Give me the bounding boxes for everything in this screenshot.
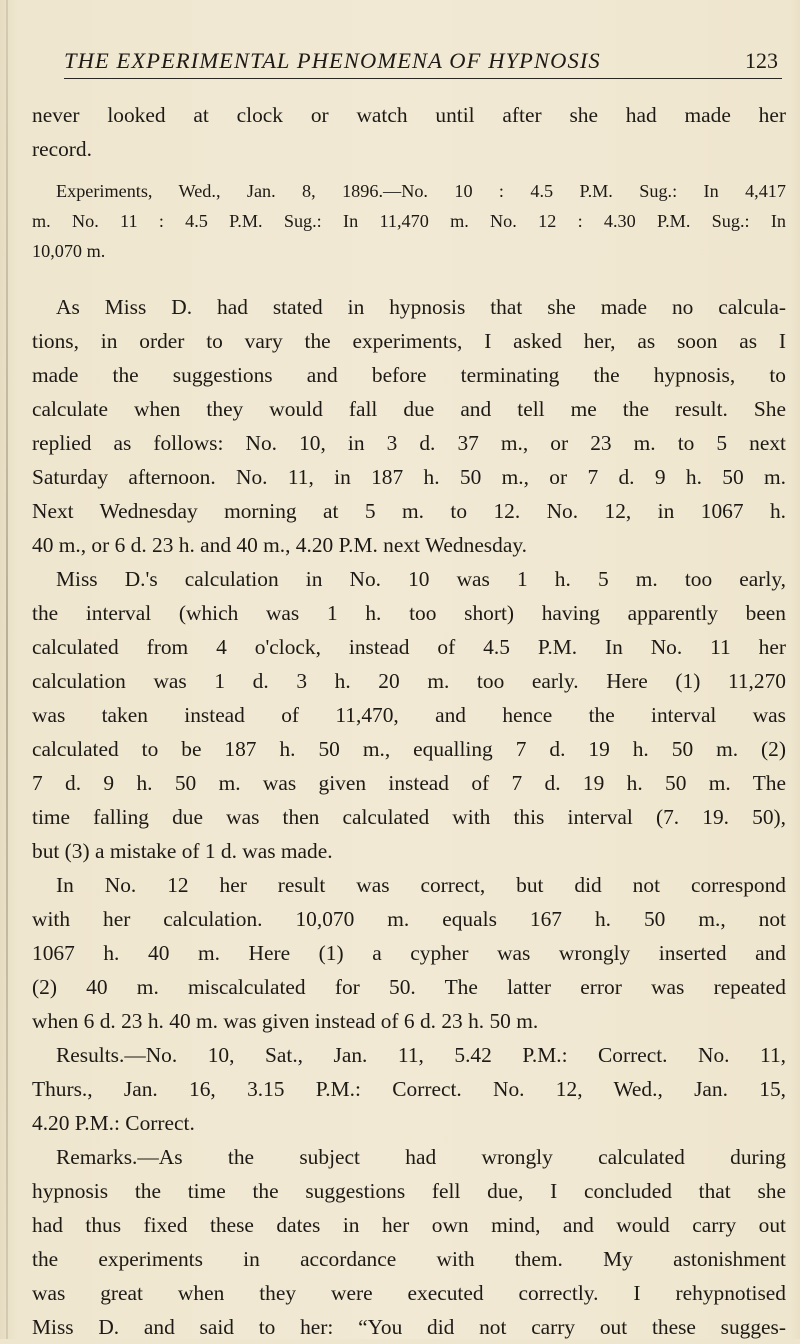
text-line: 1067 h. 40 m. Here (1) a cypher was wrongly inserted and <box>32 941 786 965</box>
text-line: calculated from 4 o'clock, instead of 4.5 P.M. In No. 11 her <box>32 635 786 659</box>
text-line: had thus fixed these dates in her own mind, and would carry out <box>32 1213 786 1237</box>
text-line: calculation was 1 d. 3 h. 20 m. too early. Here (1) 11,270 <box>32 669 786 693</box>
text-line: 7 d. 9 h. 50 m. was given instead of 7 d. 19 h. 50 m. The <box>32 771 786 795</box>
results-line: Thurs., Jan. 16, 3.15 P.M.: Correct. No. 12, Wed., Jan. 15, <box>32 1077 786 1101</box>
text-line: Miss D. and said to her: “You did not carry out these sugges- <box>32 1315 786 1339</box>
text-line: was taken instead of 11,470, and hence the interval was <box>32 703 786 727</box>
text-line: made the suggestions and before terminating the hypnosis, to <box>32 363 786 387</box>
page-number: 123 <box>745 48 778 73</box>
text-line: Saturday afternoon. No. 11, in 187 h. 50 m., or 7 d. 9 h. 50 m. <box>32 465 786 489</box>
text-line: calculate when they would fall due and tell me the result. She <box>32 397 786 421</box>
results-line: Results.—No. 10, Sat., Jan. 11, 5.42 P.M.: Correct. No. 11, <box>56 1043 786 1067</box>
text-line: with her calculation. 10,070 m. equals 167 h. 50 m., not <box>32 907 786 931</box>
binding-gutter <box>6 0 8 1339</box>
text-line: the experiments in accordance with them. My astonishment <box>32 1247 786 1271</box>
remarks-line: Remarks.—As the subject had wrongly calculated during <box>56 1145 786 1169</box>
text-line: record. <box>32 137 92 161</box>
text-line: was great when they were executed correctly. I rehypnotised <box>32 1281 786 1305</box>
text-line: 40 m., or 6 d. 23 h. and 40 m., 4.20 P.M. next Wednesday. <box>32 533 527 557</box>
running-head: THE EXPERIMENTAL PHENOMENA OF HYPNOSIS <box>64 48 601 73</box>
experiments-line: 10,070 m. <box>32 241 106 261</box>
page-header <box>64 48 782 82</box>
text-line: the interval (which was 1 h. too short) having apparently been <box>32 601 786 625</box>
text-line: (2) 40 m. miscalculated for 50. The latter error was repeated <box>32 975 786 999</box>
text-line: As Miss D. had stated in hypnosis that she made no calcula- <box>56 295 786 319</box>
text-line: Next Wednesday morning at 5 m. to 12. No. 12, in 1067 h. <box>32 499 786 523</box>
text-line: In No. 12 her result was correct, but did not correspond <box>56 873 786 897</box>
text-line: calculated to be 187 h. 50 m., equalling 7 d. 19 h. 50 m. (2) <box>32 737 786 761</box>
experiments-line: m. No. 11 : 4.5 P.M. Sug.: In 11,470 m. No. 12 : 4.30 P.M. Sug.: In <box>32 211 786 231</box>
header-rule <box>64 78 782 79</box>
text-line: replied as follows: No. 10, in 3 d. 37 m., or 23 m. to 5 next <box>32 431 786 455</box>
text-line: tions, in order to vary the experiments, I asked her, as soon as I <box>32 329 786 353</box>
text-line: but (3) a mistake of 1 d. was made. <box>32 839 333 863</box>
text-line: time falling due was then calculated with this interval (7. 19. 50), <box>32 805 786 829</box>
text-line: when 6 d. 23 h. 40 m. was given instead of 6 d. 23 h. 50 m. <box>32 1009 539 1033</box>
results-line: 4.20 P.M.: Correct. <box>32 1111 195 1135</box>
experiments-line: Experiments, Wed., Jan. 8, 1896.—No. 10 : 4.5 P.M. Sug.: In 4,417 <box>56 181 786 201</box>
text-line: hypnosis the time the suggestions fell due, I concluded that she <box>32 1179 786 1203</box>
text-line: Miss D.'s calculation in No. 10 was 1 h. 5 m. too early, <box>56 567 786 591</box>
text-line: never looked at clock or watch until after she had made her <box>32 103 786 127</box>
